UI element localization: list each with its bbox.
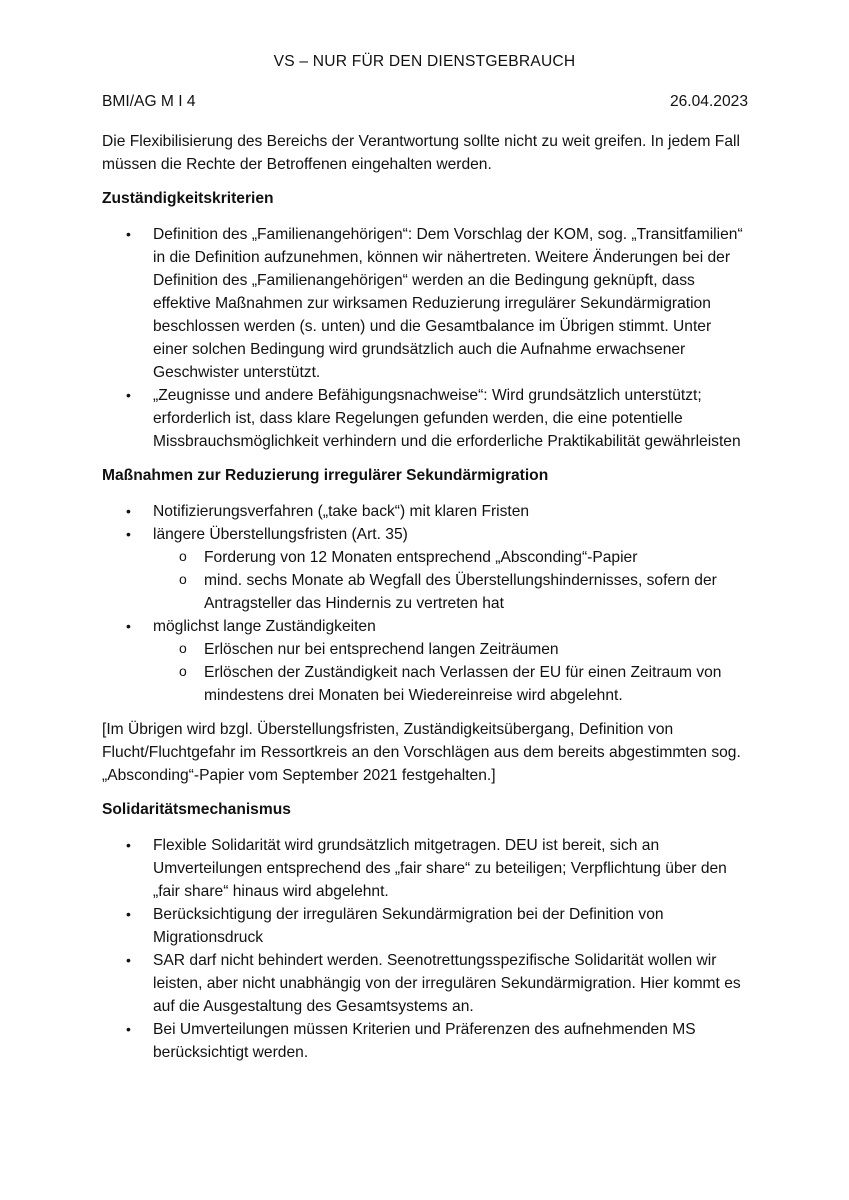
list-item bbox=[102, 615, 750, 707]
list-item bbox=[102, 834, 750, 903]
circle-bullet-icon: o bbox=[179, 640, 187, 656]
sub-list-item-text: Forderung von 12 Monaten entsprechend „Absconding“-Papier bbox=[204, 549, 638, 566]
section-heading-zustaendigkeitskriterien: Zuständigkeitskriterien bbox=[102, 190, 274, 207]
circle-bullet-icon: o bbox=[179, 663, 187, 679]
section-heading-solidaritaetsmechanismus: Solidaritätsmechanismus bbox=[102, 801, 291, 818]
circle-bullet-icon: o bbox=[179, 548, 187, 564]
sub-list-item bbox=[153, 661, 750, 707]
bullet-icon: • bbox=[126, 1021, 131, 1037]
bullet-icon: • bbox=[126, 952, 131, 968]
bracketed-note: [Im Übrigen wird bzgl. Überstellungsfristen, Zuständigkeitsübergang, Definition von Flucht/Fluchtgefahr im Ressortkreis an den Vorschlägen aus dem bereits abgestimmten sog. „Absconding“-Papier vom September 2021 festgehalten.] bbox=[102, 721, 741, 784]
list-item-text: möglichst lange Zuständigkeiten bbox=[153, 618, 376, 635]
bullet-icon: • bbox=[126, 837, 131, 853]
list-item-text: „Zeugnisse und andere Befähigungsnachweise“: Wird grundsätzlich unterstützt; erforderlich ist, dass klare Regelungen gefunden werden, die eine potentielle Missbrauchsmöglichkeit verhindern und die erforderliche Praktikabilität gewährleisten bbox=[153, 387, 741, 450]
bullet-list bbox=[102, 223, 750, 453]
list-item bbox=[102, 523, 750, 615]
bullet-list bbox=[102, 834, 750, 1064]
bullet-icon: • bbox=[126, 226, 131, 242]
list-item bbox=[102, 384, 750, 453]
list-item-text: Berücksichtigung der irregulären Sekundärmigration bei der Definition von Migrationsdruck bbox=[153, 906, 664, 946]
circle-bullet-icon: o bbox=[179, 571, 187, 587]
sub-list-item-text: mind. sechs Monate ab Wegfall des Überstellungshindernisses, sofern der Antragsteller das Hindernis zu vertreten hat bbox=[204, 572, 717, 612]
list-item-text: Bei Umverteilungen müssen Kriterien und Präferenzen des aufnehmenden MS berücksichtigt werden. bbox=[153, 1021, 696, 1061]
document-body bbox=[102, 130, 750, 1064]
sub-list-item-text: Erlöschen nur bei entsprechend langen Zeiträumen bbox=[204, 641, 559, 658]
sub-list-item bbox=[153, 546, 750, 569]
list-item-text: Definition des „Familienangehörigen“: Dem Vorschlag der KOM, sog. „Transitfamilien“ in die Definition aufzunehmen, können wir nähertreten. Weitere Änderungen bei der Definition des „Familienangehörigen“ werden an die Bedingung geknüpft, dass effektive Maßnahmen zur wirksamen Reduzierung irregulärer Sekundärmigration beschlossen werden (s. unten) und die Gesamtbalance im Übrigen stimmt. Unter einer solchen Bedingung wird grundsätzlich auch die Aufnahme erwachsener Geschwister unterstützt. bbox=[153, 226, 743, 381]
sub-list bbox=[153, 546, 750, 615]
bullet-icon: • bbox=[126, 387, 131, 403]
list-item-text: längere Überstellungsfristen (Art. 35) bbox=[153, 526, 408, 543]
list-item bbox=[102, 1018, 750, 1064]
sub-list-item bbox=[153, 638, 750, 661]
list-item bbox=[102, 949, 750, 1018]
sub-list-item bbox=[153, 569, 750, 615]
bullet-icon: • bbox=[126, 906, 131, 922]
reference-number: BMI/AG M I 4 bbox=[102, 93, 196, 110]
sub-list bbox=[153, 638, 750, 707]
bullet-icon: • bbox=[126, 503, 131, 519]
section-heading-massnahmen: Maßnahmen zur Reduzierung irregulärer Sekundärmigration bbox=[102, 467, 549, 484]
bullet-list bbox=[102, 500, 750, 707]
list-item bbox=[102, 903, 750, 949]
classification-marking: VS – NUR FÜR DEN DIENSTGEBRAUCH bbox=[273, 53, 576, 70]
intro-paragraph: Die Flexibilisierung des Bereichs der Verantwortung sollte nicht zu weit greifen. In jedem Fall müssen die Rechte der Betroffenen eingehalten werden. bbox=[102, 133, 740, 173]
list-item-text: SAR darf nicht behindert werden. Seenotrettungsspezifische Solidarität wollen wir leisten, aber nicht unabhängig von der irregulären Sekundärmigration. Hier kommt es auf die Ausgestaltung des Gesamtsystems an. bbox=[153, 952, 741, 1015]
list-item bbox=[102, 500, 750, 523]
bullet-icon: • bbox=[126, 618, 131, 634]
sub-list-item-text: Erlöschen der Zuständigkeit nach Verlassen der EU für einen Zeitraum von mindestens drei Monaten bei Wiedereinreise wird abgelehnt. bbox=[204, 664, 722, 704]
list-item-text: Notifizierungsverfahren („take back“) mit klaren Fristen bbox=[153, 503, 530, 520]
list-item-text: Flexible Solidarität wird grundsätzlich mitgetragen. DEU ist bereit, sich an Umverteilungen entsprechend des „fair share“ zu beteiligen; Verpflichtung über den „fair share“ hinaus wird abgelehnt. bbox=[153, 837, 727, 900]
document-date: 26.04.2023 bbox=[669, 93, 748, 110]
list-item bbox=[102, 223, 750, 384]
bullet-icon: • bbox=[126, 526, 131, 542]
